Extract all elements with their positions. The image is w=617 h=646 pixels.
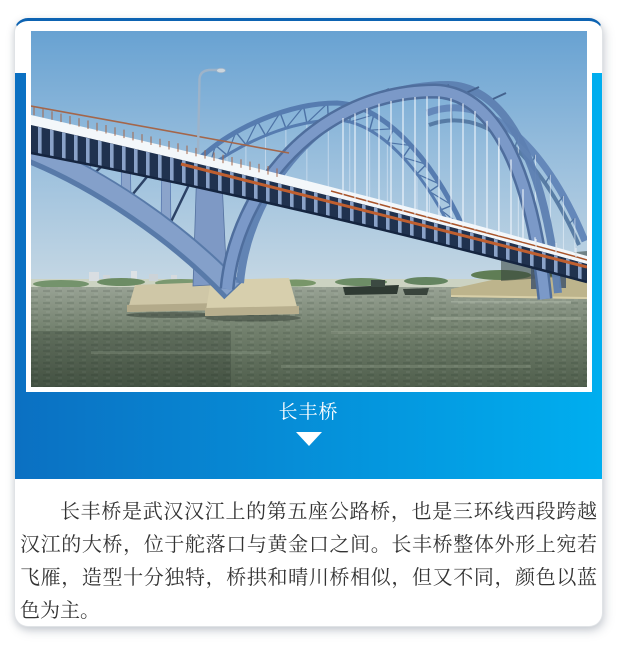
chevron-down-icon: [296, 432, 322, 446]
article-body: [15, 479, 602, 627]
bridge-photo-frame[interactable]: [26, 26, 592, 392]
water: [31, 287, 587, 387]
hero-section: [15, 26, 602, 479]
article-card: [14, 18, 603, 627]
article-paragraph: 长丰桥是武汉汉江上的第五座公路桥，也是三环线西段跨越汉江的大桥，位于舵落口与黄金口之间。长丰桥整体外形上宛若飞雁，造型十分独特，桥拱和晴川桥相似，但又不同，颜色以蓝色为主。: [20, 499, 597, 622]
photo-caption: 长丰桥: [278, 401, 339, 423]
bridge-photo: [31, 31, 587, 387]
